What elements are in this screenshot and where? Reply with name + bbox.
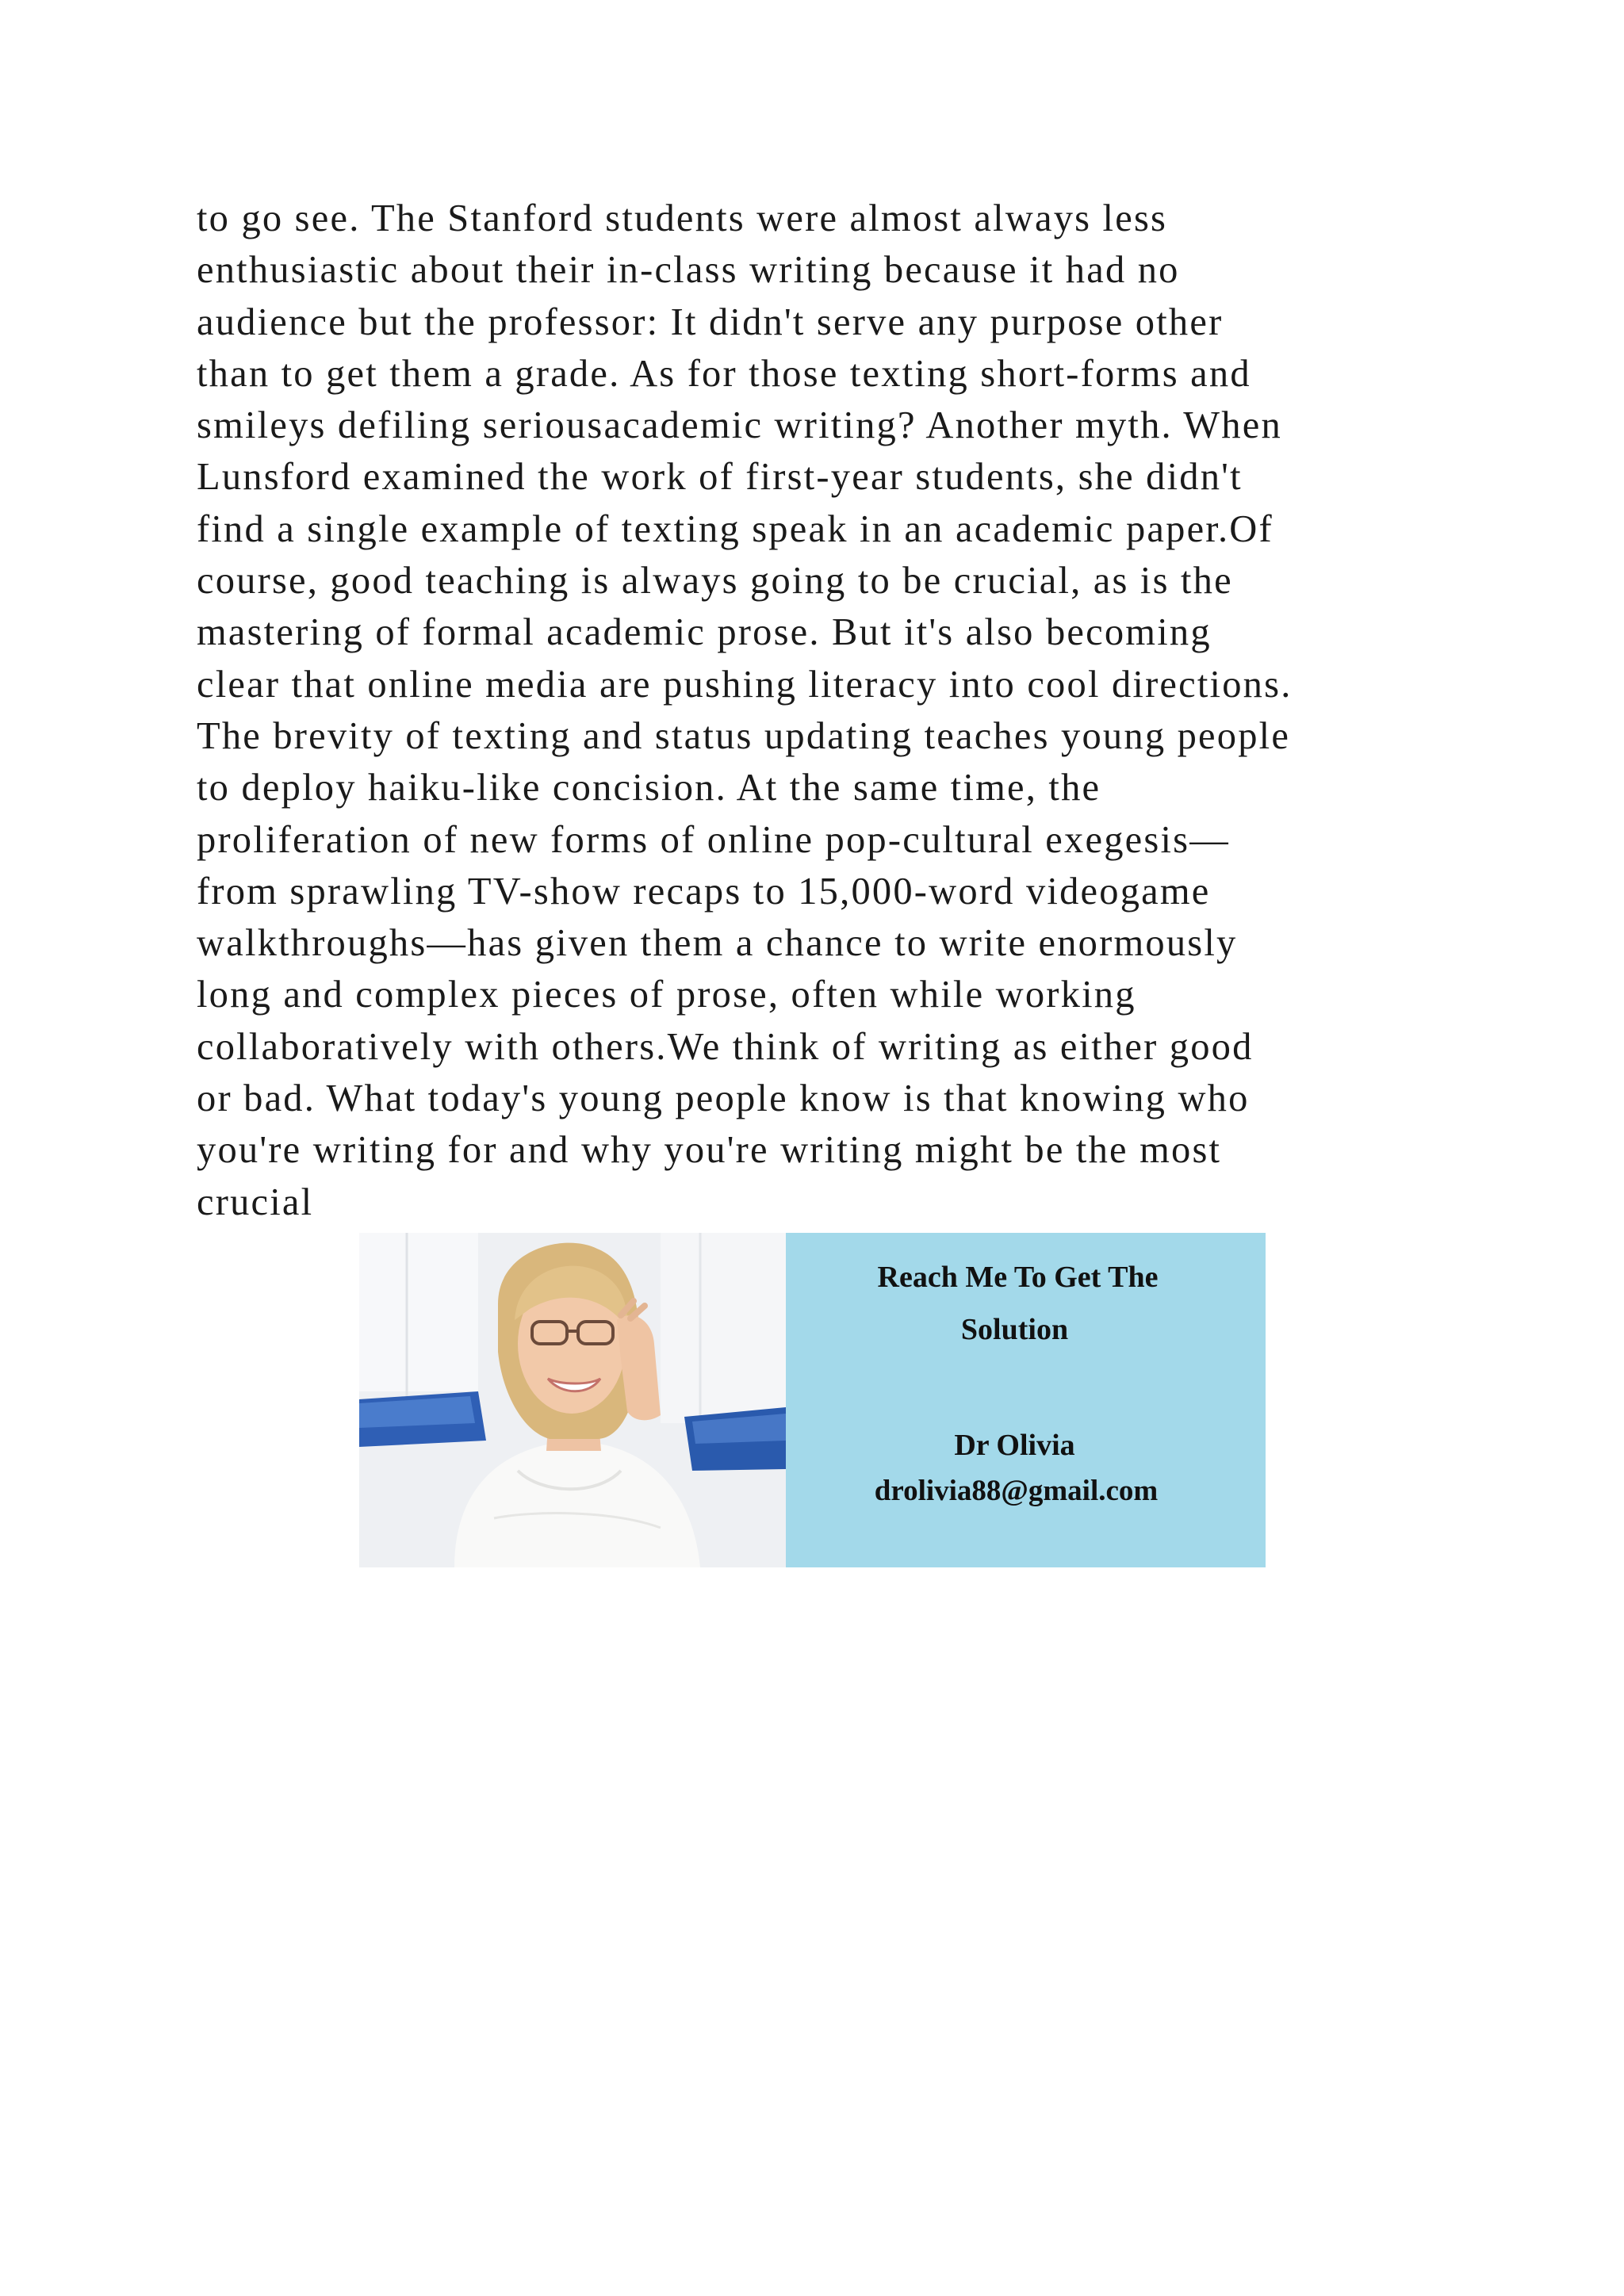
contact-banner <box>359 1233 1266 1567</box>
banner-heading-line2: Solution <box>960 1313 1069 1346</box>
contact-email: drolivia88@gmail.com <box>874 1475 1159 1507</box>
contact-name: Dr Olivia <box>954 1429 1075 1462</box>
woman-illustration <box>359 1233 786 1567</box>
contact-info-panel <box>786 1233 1266 1567</box>
body-paragraph: to go see. The Stanford students were almost always less enthusiastic about their in-class writing because it had no audience but the professor: It didn't serve any purpose other than to get them a grade. As for those texting short-forms and smileys defiling seriousacademic writing? Another myth. When Lunsford examined the work of first-year students, she didn't find a single example of texting speak in an academic paper.Of course, good teaching is always going to be crucial, as is the mastering of formal academic prose. But it's also becoming clear that online media are pushing literacy into cool directions. The brevity of texting and status updating teaches young people to deploy haiku-like concision. At the same time, the proliferation of new forms of online pop-cultural exegesis— from sprawling TV-show recaps to 15,000-word videogame walkthroughs—has given them a chance to write enormously long and complex pieces of prose, often while working collaboratively with others.We think of writing as either good or bad. What today's young people know is that knowing who you're writing for and why you're writing might be the most crucial <box>197 197 1293 1223</box>
banner-heading-line1: Reach Me To Get The <box>877 1261 1159 1294</box>
woman-photo <box>359 1233 786 1567</box>
